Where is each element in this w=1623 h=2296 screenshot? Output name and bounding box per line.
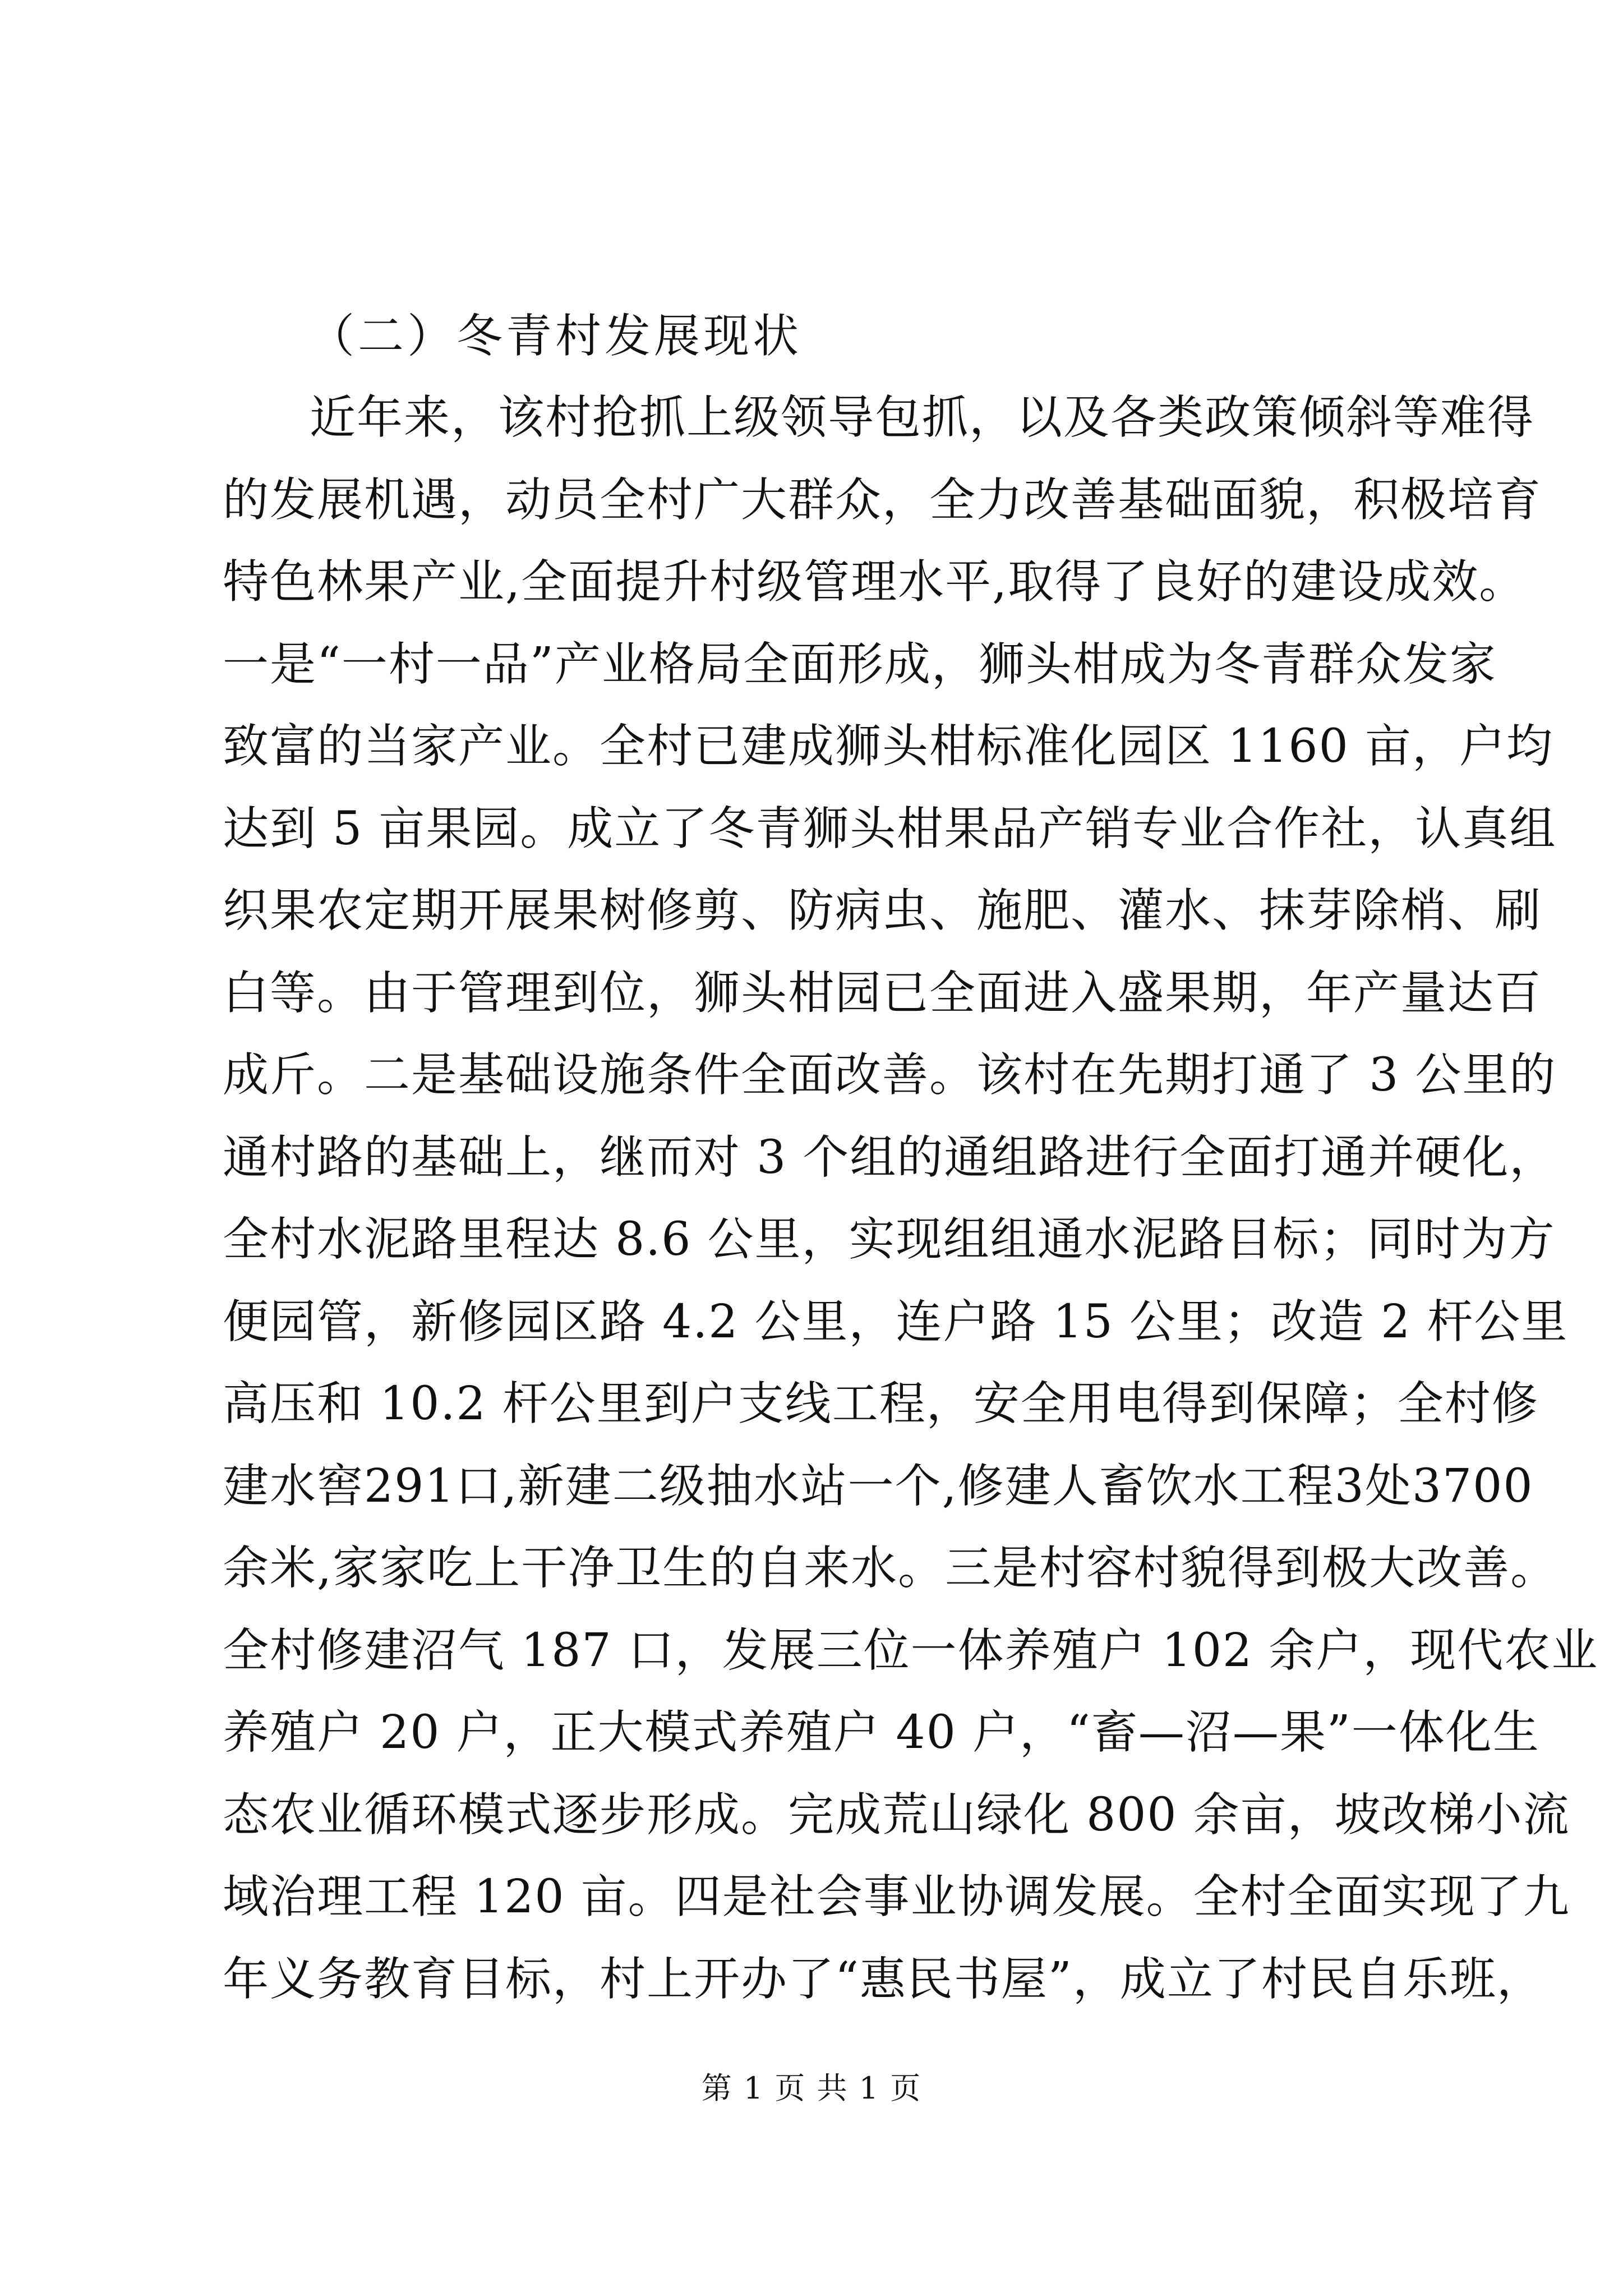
paragraph-line: 织果农定期开展果树修剪、防病虫、施肥、灌水、抹芽除梢、刷 <box>223 884 1542 937</box>
paragraph-line: 年义务教育目标，村上开办了“惠民书屋”，成立了村民自乐班， <box>223 1952 1544 2006</box>
paragraph-line: 近年来，该村抢抓上级领导包抓，以及各类政策倾斜等难得 <box>310 391 1535 444</box>
body-paragraph <box>223 387 1599 2031</box>
paragraph-line: 致富的当家产业。全村已建成狮头柑标准化园区 1160 亩，户均 <box>223 720 1553 773</box>
paragraph-line: 高压和 10.2 杆公里到户支线工程，安全用电得到保障；全村修 <box>223 1377 1539 1430</box>
paragraph-line: 建水窖291口,新建二级抽水站一个,修建人畜饮水工程3处3700 <box>223 1459 1534 1513</box>
paragraph-line: 态农业循环模式逐步形成。完成荒山绿化 800 余亩，坡改梯小流 <box>223 1788 1570 1842</box>
section-heading: （二）冬青村发展现状 <box>308 310 803 363</box>
paragraph-line: 余米,家家吃上干净卫生的自来水。三是村容村貌得到极大改善。 <box>223 1542 1558 1595</box>
paragraph-line: 特色林果产业,全面提升村级管理水平,取得了良好的建设成效。 <box>223 555 1527 609</box>
page-footer: 第 1 页 共 1 页 <box>701 2070 922 2106</box>
paragraph-line: 全村修建沼气 187 口，发展三位一体养殖户 102 余户，现代农业 <box>223 1623 1599 1677</box>
paragraph-line: 一是“一村一品”产业格局全面形成，狮头柑成为冬青群众发家 <box>223 637 1497 691</box>
paragraph-line: 成斤。二是基础设施条件全面改善。该村在先期打通了 3 公里的 <box>223 1048 1557 1102</box>
paragraph-line: 的发展机遇，动员全村广大群众，全力改善基础面貌，积极培育 <box>223 473 1542 527</box>
paragraph-line: 域治理工程 120 亩。四是社会事业协调发展。全村全面实现了九 <box>223 1870 1570 1924</box>
paragraph-line: 通村路的基础上，继而对 3 个组的通组路进行全面打通并硬化， <box>223 1130 1557 1184</box>
paragraph-line: 白等。由于管理到位，狮头柑园已全面进入盛果期，年产量达百 <box>223 966 1542 1020</box>
paragraph-line: 养殖户 20 户，正大模式养殖户 40 户，“畜—沼—果”一体化生 <box>223 1706 1540 1759</box>
paragraph-line: 便园管，新修园区路 4.2 公里，连户路 15 公里；改造 2 杆公里 <box>223 1295 1569 1349</box>
paragraph-line: 达到 5 亩果园。成立了冬青狮头柑果品产销专业合作社，认真组 <box>223 802 1557 855</box>
paragraph-line: 全村水泥路里程达 8.6 公里，实现组组通水泥路目标；同时为方 <box>223 1213 1556 1266</box>
